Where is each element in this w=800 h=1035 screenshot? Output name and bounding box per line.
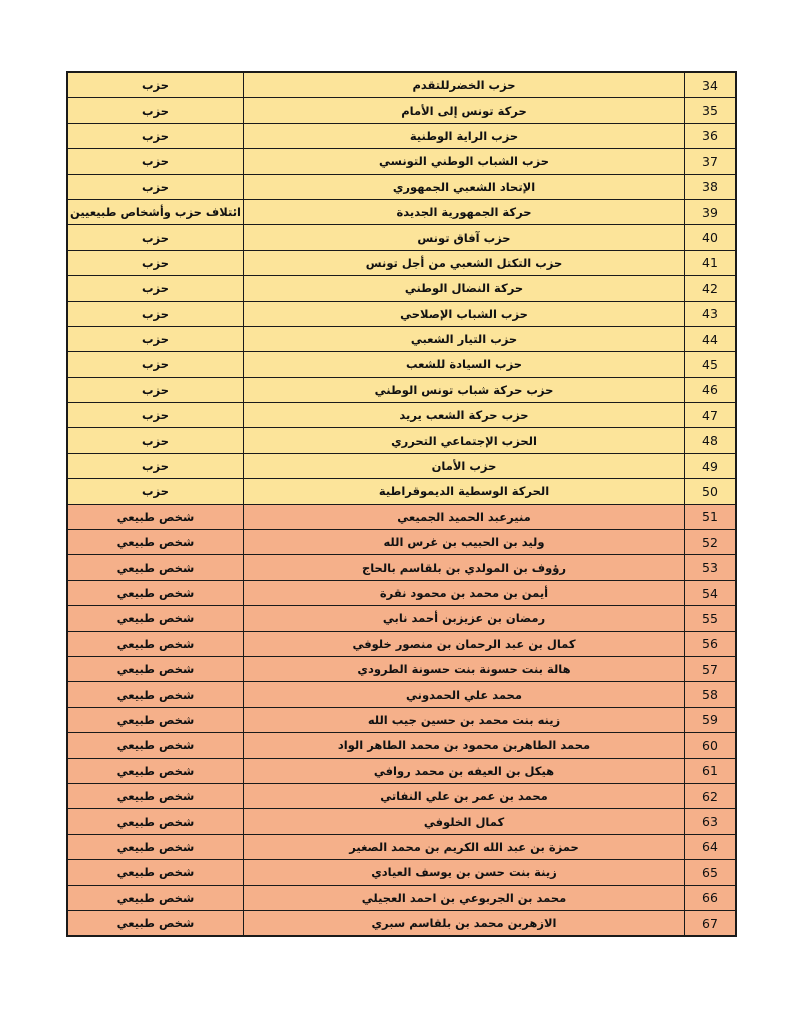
row-number: 48 bbox=[685, 428, 737, 453]
candidates-table bbox=[66, 71, 737, 937]
row-type: حزب bbox=[67, 225, 244, 250]
row-number: 53 bbox=[685, 555, 737, 580]
row-name: محمد بن عمر بن علي النفاتي bbox=[244, 783, 685, 808]
table-row bbox=[67, 504, 736, 529]
table-row bbox=[67, 225, 736, 250]
row-number: 46 bbox=[685, 377, 737, 402]
row-type: حزب bbox=[67, 123, 244, 148]
row-type: حزب bbox=[67, 453, 244, 478]
table-row bbox=[67, 758, 736, 783]
row-name: محمد الطاهربن محمود بن محمد الطاهر الواد bbox=[244, 733, 685, 758]
row-number: 38 bbox=[685, 174, 737, 199]
candidates-table-container bbox=[66, 71, 734, 937]
row-type: شخص طبيعي bbox=[67, 631, 244, 656]
row-type: حزب bbox=[67, 174, 244, 199]
table-row bbox=[67, 910, 736, 936]
table-row bbox=[67, 276, 736, 301]
row-number: 42 bbox=[685, 276, 737, 301]
row-type: شخص طبيعي bbox=[67, 733, 244, 758]
row-type: حزب bbox=[67, 250, 244, 275]
table-row bbox=[67, 707, 736, 732]
row-number: 45 bbox=[685, 352, 737, 377]
table-row bbox=[67, 428, 736, 453]
row-type: حزب bbox=[67, 428, 244, 453]
row-number: 66 bbox=[685, 885, 737, 910]
table-row bbox=[67, 301, 736, 326]
row-name: حزب الراية الوطنية bbox=[244, 123, 685, 148]
table-row bbox=[67, 326, 736, 351]
row-type: شخص طبيعي bbox=[67, 682, 244, 707]
row-type: شخص طبيعي bbox=[67, 834, 244, 859]
row-number: 58 bbox=[685, 682, 737, 707]
table-row bbox=[67, 98, 736, 123]
row-type: حزب bbox=[67, 72, 244, 98]
row-number: 65 bbox=[685, 860, 737, 885]
row-type: حزب bbox=[67, 377, 244, 402]
row-name: وليد بن الحبيب بن غرس الله bbox=[244, 530, 685, 555]
row-name: كمال بن عبد الرحمان بن منصور خلوفي bbox=[244, 631, 685, 656]
row-name: زينه بنت محمد بن حسين جيب الله bbox=[244, 707, 685, 732]
row-name: حزب حركة شباب تونس الوطني bbox=[244, 377, 685, 402]
row-number: 63 bbox=[685, 809, 737, 834]
row-type: شخص طبيعي bbox=[67, 910, 244, 936]
row-type: شخص طبيعي bbox=[67, 606, 244, 631]
row-number: 47 bbox=[685, 403, 737, 428]
row-type: شخص طبيعي bbox=[67, 555, 244, 580]
row-number: 61 bbox=[685, 758, 737, 783]
row-name: حزب السيادة للشعب bbox=[244, 352, 685, 377]
row-name: حزب الخضرللتقدم bbox=[244, 72, 685, 98]
row-name: حزب آفاق تونس bbox=[244, 225, 685, 250]
row-number: 55 bbox=[685, 606, 737, 631]
table-row bbox=[67, 733, 736, 758]
table-row bbox=[67, 682, 736, 707]
row-name: زينة بنت حسن بن يوسف العيادي bbox=[244, 860, 685, 885]
row-number: 52 bbox=[685, 530, 737, 555]
row-number: 39 bbox=[685, 199, 737, 224]
row-number: 59 bbox=[685, 707, 737, 732]
row-name: منيرعبد الحميد الجميعي bbox=[244, 504, 685, 529]
row-number: 51 bbox=[685, 504, 737, 529]
row-name: رمضان بن عزيزبن أحمد نابي bbox=[244, 606, 685, 631]
row-name: هالة بنت حسونة بنت حسونة الطرودي bbox=[244, 656, 685, 681]
row-name: محمد علي الحمدوني bbox=[244, 682, 685, 707]
row-name: الحزب الإجتماعي التحرري bbox=[244, 428, 685, 453]
table-row bbox=[67, 377, 736, 402]
row-type: حزب bbox=[67, 276, 244, 301]
row-number: 60 bbox=[685, 733, 737, 758]
table-row bbox=[67, 250, 736, 275]
row-number: 35 bbox=[685, 98, 737, 123]
row-name: أيمن بن محمد بن محمود نقرة bbox=[244, 580, 685, 605]
row-name: حزب حركة الشعب يريد bbox=[244, 403, 685, 428]
row-type: شخص طبيعي bbox=[67, 504, 244, 529]
row-type: شخص طبيعي bbox=[67, 783, 244, 808]
row-type: حزب bbox=[67, 301, 244, 326]
row-type: حزب bbox=[67, 352, 244, 377]
table-row bbox=[67, 149, 736, 174]
table-row bbox=[67, 403, 736, 428]
row-name: حزب الشباب الوطني التونسي bbox=[244, 149, 685, 174]
row-type: شخص طبيعي bbox=[67, 580, 244, 605]
row-number: 67 bbox=[685, 910, 737, 936]
row-number: 62 bbox=[685, 783, 737, 808]
row-type: حزب bbox=[67, 479, 244, 504]
row-name: حركة تونس إلى الأمام bbox=[244, 98, 685, 123]
table-row bbox=[67, 530, 736, 555]
row-number: 57 bbox=[685, 656, 737, 681]
row-number: 64 bbox=[685, 834, 737, 859]
row-name: حمزة بن عبد الله الكريم بن محمد الصغير bbox=[244, 834, 685, 859]
row-number: 50 bbox=[685, 479, 737, 504]
table-row bbox=[67, 453, 736, 478]
row-name: حزب التكتل الشعبي من أجل تونس bbox=[244, 250, 685, 275]
table-row bbox=[67, 606, 736, 631]
table-row bbox=[67, 352, 736, 377]
row-number: 56 bbox=[685, 631, 737, 656]
table-row bbox=[67, 199, 736, 224]
row-type: شخص طبيعي bbox=[67, 809, 244, 834]
table-row bbox=[67, 174, 736, 199]
table-row bbox=[67, 479, 736, 504]
row-name: هيكل بن العيفه بن محمد روافي bbox=[244, 758, 685, 783]
row-number: 40 bbox=[685, 225, 737, 250]
row-type: شخص طبيعي bbox=[67, 860, 244, 885]
table-row bbox=[67, 809, 736, 834]
table-row bbox=[67, 860, 736, 885]
row-number: 34 bbox=[685, 72, 737, 98]
table-row bbox=[67, 555, 736, 580]
row-type: شخص طبيعي bbox=[67, 530, 244, 555]
table-row bbox=[67, 783, 736, 808]
row-number: 44 bbox=[685, 326, 737, 351]
row-type: حزب bbox=[67, 403, 244, 428]
table-row bbox=[67, 885, 736, 910]
row-type: شخص طبيعي bbox=[67, 758, 244, 783]
table-body bbox=[67, 72, 736, 936]
row-name: الإتحاد الشعبي الجمهوري bbox=[244, 174, 685, 199]
row-name: كمال الخلوفي bbox=[244, 809, 685, 834]
table-row bbox=[67, 123, 736, 148]
table-row bbox=[67, 631, 736, 656]
row-type: حزب bbox=[67, 326, 244, 351]
row-name: حركة الجمهورية الجديدة bbox=[244, 199, 685, 224]
row-name: حزب التيار الشعبي bbox=[244, 326, 685, 351]
row-name: الازهربن محمد بن بلقاسم سبري bbox=[244, 910, 685, 936]
row-name: محمد بن الجربوعي بن احمد العجيلي bbox=[244, 885, 685, 910]
table-row bbox=[67, 580, 736, 605]
row-number: 49 bbox=[685, 453, 737, 478]
row-number: 41 bbox=[685, 250, 737, 275]
row-name: حركة النضال الوطني bbox=[244, 276, 685, 301]
row-number: 43 bbox=[685, 301, 737, 326]
row-name: حزب الشباب الإصلاحي bbox=[244, 301, 685, 326]
table-row bbox=[67, 72, 736, 98]
row-name: رؤوف بن المولدي بن بلقاسم بالحاج bbox=[244, 555, 685, 580]
row-name: الحركة الوسطية الديموقراطية bbox=[244, 479, 685, 504]
table-row bbox=[67, 656, 736, 681]
row-type: شخص طبيعي bbox=[67, 885, 244, 910]
row-number: 36 bbox=[685, 123, 737, 148]
row-number: 54 bbox=[685, 580, 737, 605]
table-row bbox=[67, 834, 736, 859]
row-name: حزب الأمان bbox=[244, 453, 685, 478]
row-type: حزب bbox=[67, 98, 244, 123]
row-type: شخص طبيعي bbox=[67, 707, 244, 732]
row-type: ائتلاف حزب وأشخاص طبيعيين bbox=[67, 199, 244, 224]
row-number: 37 bbox=[685, 149, 737, 174]
row-type: شخص طبيعي bbox=[67, 656, 244, 681]
row-type: حزب bbox=[67, 149, 244, 174]
